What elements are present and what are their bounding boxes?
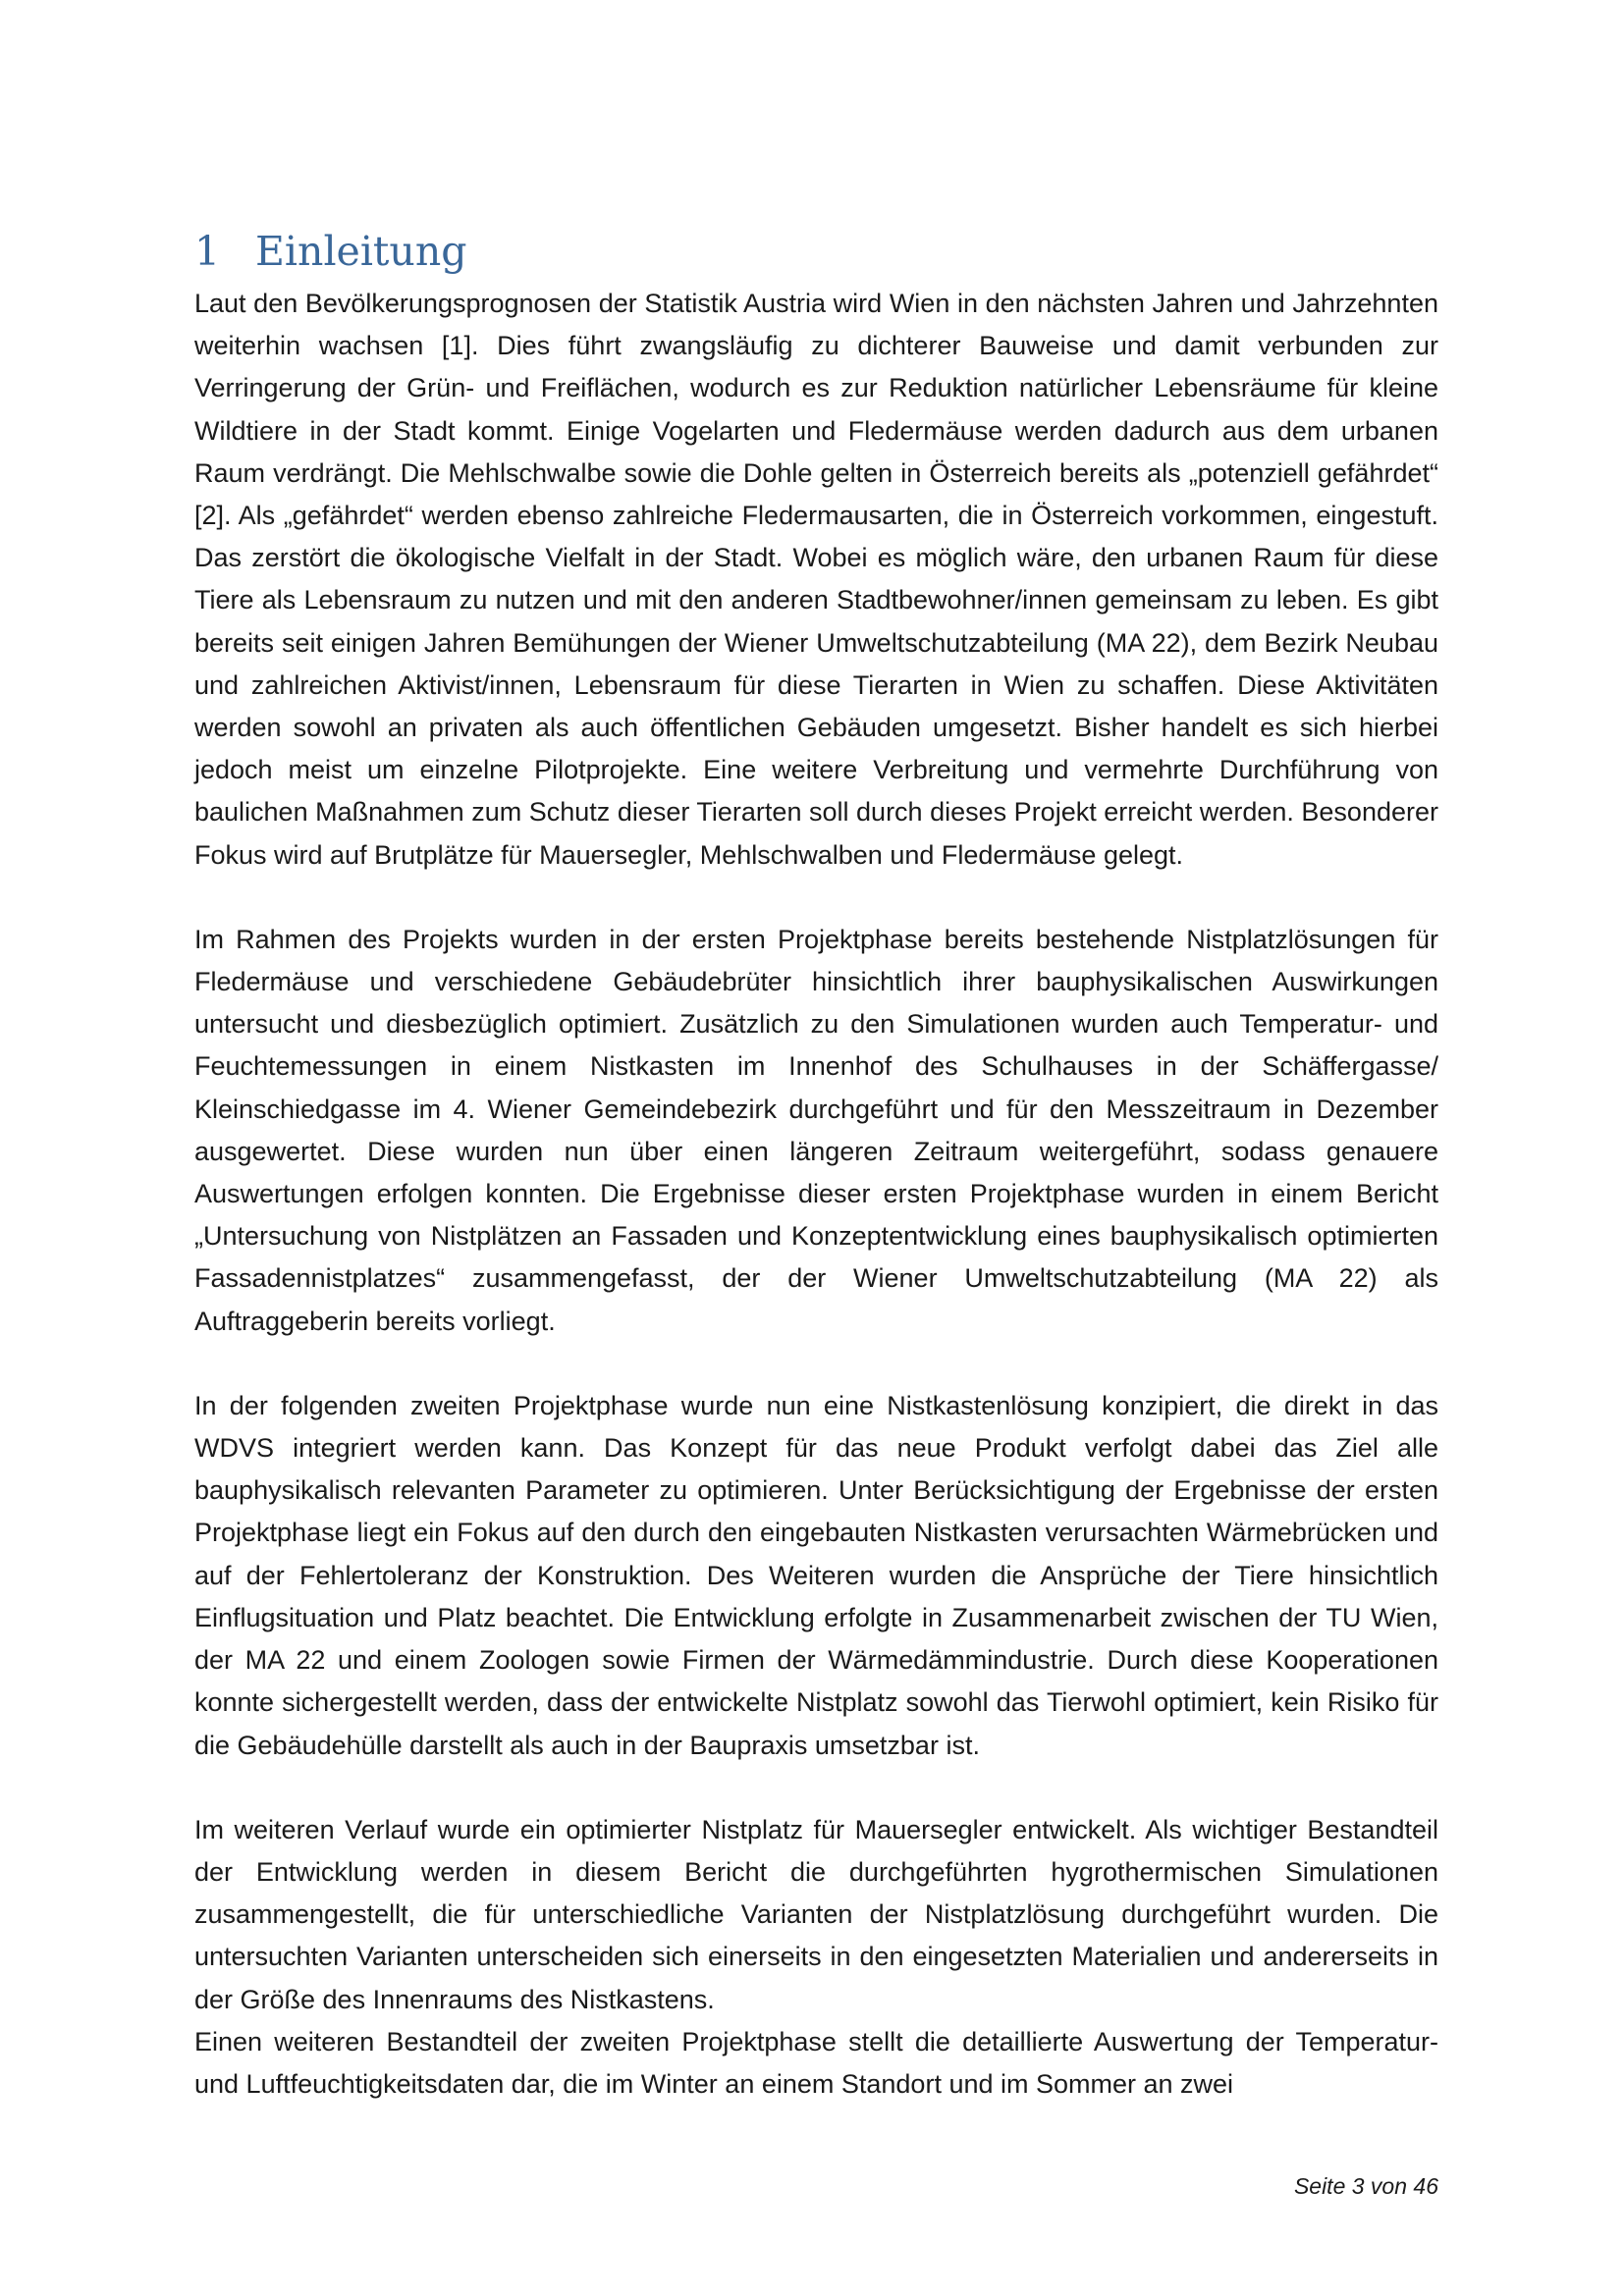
section-title: Einleitung [255, 228, 467, 275]
paragraph: Im weiteren Verlauf wurde ein optimierter Nistplatz für Mauersegler entwickelt. Als wichtiger Bestandteil der Entwicklung werden in diesem Bericht die durchgeführten hygrothermischen Simulationen zusammengestellt, die für unterschiedliche Varianten der Nistplatzlösung durchgeführt wurden. Die untersuchten Varianten unterscheiden sich einerseits in den eingesetzten Materialien und andererseits in der Größe des Innenraums des Nistkastens. [194, 1814, 1438, 2014]
paragraph: Im Rahmen des Projekts wurden in der ersten Projektphase bereits bestehende Nistplatzlösungen für Fledermäuse und verschiedene Gebäudebrüter hinsichtlich ihrer bauphysikalischen Auswirkungen untersucht und diesbezüglich optimiert. Zusätzlich zu den Simulationen wurden auch Temperatur- und Feuchtemessungen in einem Nistkasten im Innenhof des Schulhauses in der Schäffergasse/ Kleinschiedgasse im 4. Wiener Gemeindebezirk durchgeführt und für den Messzeitraum in Dezember ausgewertet. Diese wurden nun über einen längeren Zeitraum weitergeführt, sodass genauere Auswertungen erfolgen konnten. Die Ergebnisse dieser ersten Projektphase wurden in einem Bericht „Untersuchung von Nistplätzen an Fassaden und Konzeptentwicklung eines bauphysikalisch optimierten Fassadennistplatzes“ zusammengefasst, der der Wiener Umweltschutzabteilung (MA 22) als Auftraggeberin bereits vorliegt. [194, 924, 1438, 1336]
paragraph: Einen weiteren Bestandteil der zweiten Projektphase stellt die detaillierte Auswertung der Temperatur- und Luftfeuchtigkeitsdaten dar, die im Winter an einem Standort und im Sommer an zwei [194, 2026, 1438, 2099]
body-text [194, 283, 1438, 2106]
section-heading [194, 224, 466, 279]
page-number: Seite 3 von 46 [1293, 2173, 1438, 2199]
section-number: 1 [194, 228, 221, 275]
paragraph: In der folgenden zweiten Projektphase wurde nun eine Nistkastenlösung konzipiert, die direkt in das WDVS integriert werden kann. Das Konzept für das neue Produkt verfolgt dabei das Ziel alle bauphysikalisch relevanten Parameter zu optimieren. Unter Berücksichtigung der Ergebnisse der ersten Projektphase liegt ein Fokus auf den durch den eingebauten Nistkasten verursachten Wärmebrücken und auf der Fehlertoleranz der Konstruktion. Des Weiteren wurden die Ansprüche der Tiere hinsichtlich Einflugsituation und Platz beachtet. Die Entwicklung erfolgte in Zusammenarbeit zwischen der TU Wien, der MA 22 und einem Zoologen sowie Firmen der Wärmedämmindustrie. Durch diese Kooperationen konnte sichergestellt werden, dass der entwickelte Nistplatz sowohl das Tierwohl optimiert, kein Risiko für die Gebäudehülle darstellt als auch in der Baupraxis umsetzbar ist. [194, 1390, 1438, 1760]
paragraph: Laut den Bevölkerungsprognosen der Statistik Austria wird Wien in den nächsten Jahren und Jahrzehnten weiterhin wachsen [1]. Dies führt zwangsläufig zu dichterer Bauweise und damit verbunden zur Verringerung der Grün- und Freiflächen, wodurch es zur Reduktion natürlicher Lebensräume für kleine Wildtiere in der Stadt kommt. Einige Vogelarten und Fledermäuse werden dadurch aus dem urbanen Raum verdrängt. Die Mehlschwalbe sowie die Dohle gelten in Österreich bereits als „potenziell gefährdet“ [2]. Als „gefährdet“ werden ebenso zahlreiche Fledermausarten, die in Österreich vorkommen, eingestuft. Das zerstört die ökologische Vielfalt in der Stadt. Wobei es möglich wäre, den urbanen Raum für diese Tiere als Lebensraum zu nutzen und mit den anderen Stadtbewohner/innen gemeinsam zu leben. Es gibt bereits seit einigen Jahren Bemühungen der Wiener Umweltschutzabteilung (MA 22), dem Bezirk Neubau und zahlreichen Aktivist/innen, Lebensraum für diese Tierarten in Wien zu schaffen. Diese Aktivitäten werden sowohl an privaten als auch öffentlichen Gebäuden umgesetzt. Bisher handelt es sich hierbei jedoch meist um einzelne Pilotprojekte. Eine weitere Verbreitung und vermehrte Durchführung von baulichen Maßnahmen zum Schutz dieser Tierarten soll durch dieses Projekt erreicht werden. Besonderer Fokus wird auf Brutplätze für Mauersegler, Mehlschwalben und Fledermäuse gelegt. [194, 289, 1438, 870]
